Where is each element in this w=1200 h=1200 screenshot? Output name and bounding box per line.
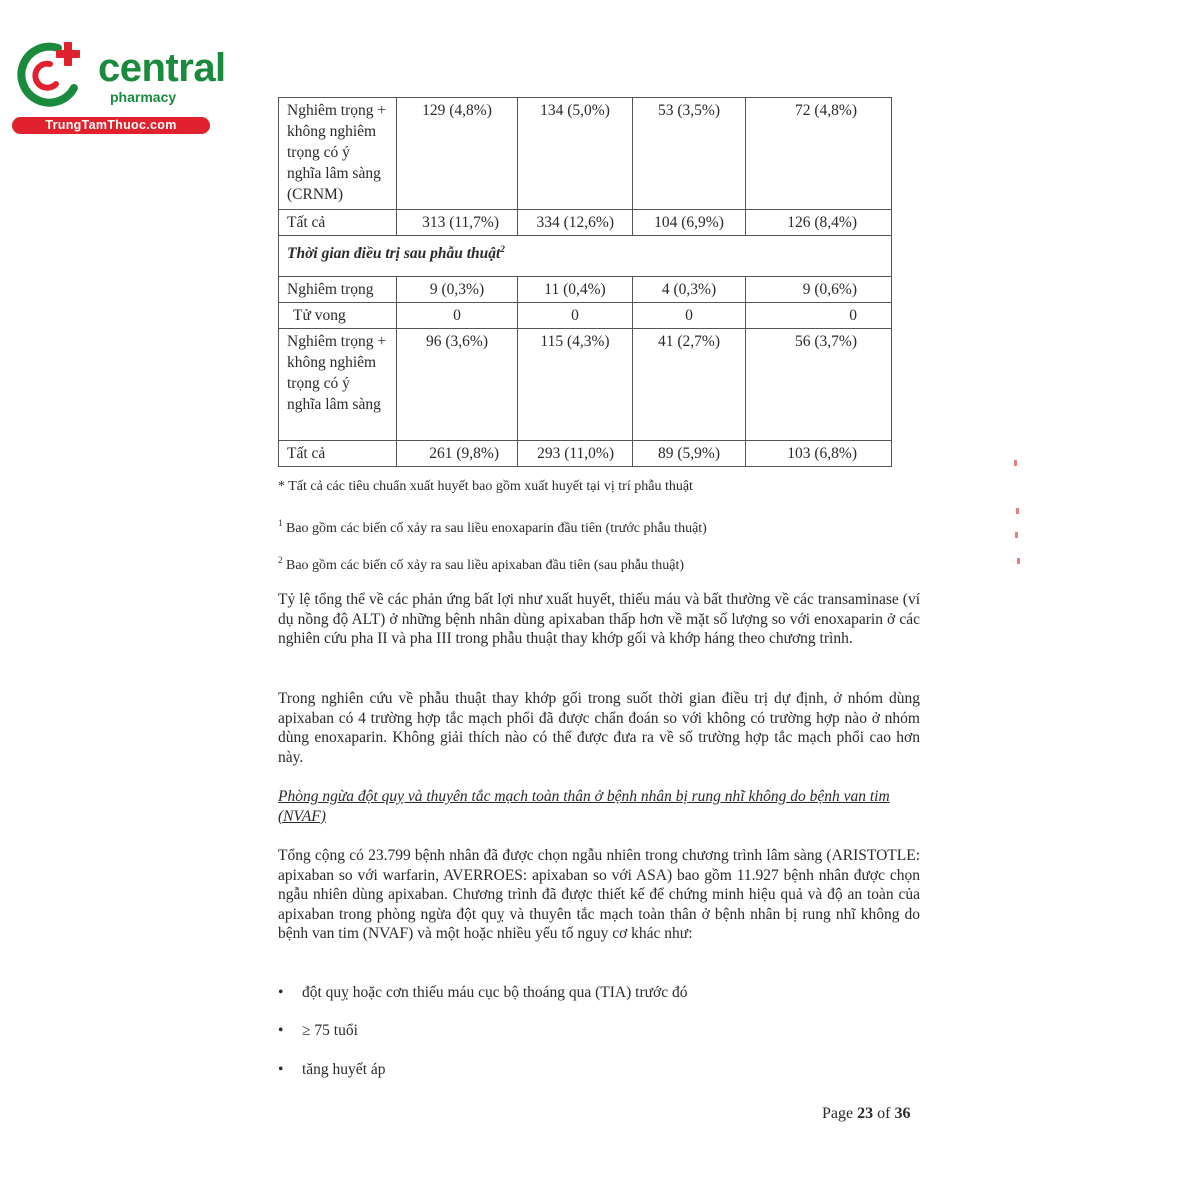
bullet-icon: •	[278, 1022, 284, 1039]
section-heading	[279, 236, 892, 277]
table-cell: 261 (9,8%)	[397, 441, 518, 467]
footnote-mark: 1	[278, 518, 283, 528]
table-cell: 56 (3,7%)	[746, 329, 892, 441]
table-cell: 129 (4,8%)	[397, 98, 518, 210]
table-cell: 313 (11,7%)	[397, 210, 518, 236]
table-cell: 9 (0,3%)	[397, 277, 518, 303]
table-row	[279, 210, 892, 236]
section-heading-nvaf: Phòng ngừa đột quỵ và thuyên tắc mạch toàn thân ở bệnh nhân bị rung nhĩ không do bệnh van tim (NVAF)	[278, 788, 890, 825]
list-item-text: ≥ 75 tuổi	[302, 1022, 358, 1039]
list-item-text: đột quỵ hoặc cơn thiếu máu cục bộ thoáng qua (TIA) trước đó	[302, 984, 688, 1001]
scan-bleed-marks	[1012, 460, 1022, 580]
page-current: 23	[857, 1105, 874, 1122]
section-superscript: 2	[500, 244, 505, 254]
table-cell: 334 (12,6%)	[518, 210, 633, 236]
central-pharmacy-logo	[12, 38, 226, 138]
table-cell: 103 (6,8%)	[746, 441, 892, 467]
table-row	[279, 329, 892, 441]
row-label: Tất cả	[279, 441, 397, 467]
table-cell: 41 (2,7%)	[633, 329, 746, 441]
bullet-icon: •	[278, 1061, 284, 1078]
bullet-icon: •	[278, 984, 284, 1001]
table-row	[279, 98, 892, 210]
row-label: Nghiêm trọng	[279, 277, 397, 303]
table-cell: 104 (6,9%)	[633, 210, 746, 236]
page-total: 36	[894, 1105, 911, 1122]
bleed-mark	[1015, 532, 1018, 538]
footnote-text: Bao gồm các biến cố xảy ra sau liều enoxaparin đầu tiên (trước phẫu thuật)	[286, 521, 707, 536]
row-label: Nghiêm trọng + không nghiêm trọng có ý nghĩa lâm sàng (CRNM)	[279, 98, 397, 210]
table-cell: 11 (0,4%)	[518, 277, 633, 303]
page-of: of	[877, 1105, 891, 1122]
table-cell: 96 (3,6%)	[397, 329, 518, 441]
bleed-mark	[1017, 558, 1020, 564]
bleed-mark	[1014, 460, 1017, 466]
logo-mark-icon	[12, 38, 96, 110]
table-row	[279, 441, 892, 467]
logo-subtitle: pharmacy	[110, 89, 177, 105]
table-cell: 293 (11,0%)	[518, 441, 633, 467]
table-cell: 89 (5,9%)	[633, 441, 746, 467]
table-section-row	[279, 236, 892, 277]
table-cell: 9 (0,6%)	[746, 277, 892, 303]
table-cell: 53 (3,5%)	[633, 98, 746, 210]
logo-site-link[interactable]: TrungTamThuoc.com	[12, 117, 210, 134]
page-number	[822, 1105, 910, 1123]
bleed-mark	[1016, 508, 1019, 514]
table-cell: 115 (4,3%)	[518, 329, 633, 441]
table-cell: 4 (0,3%)	[633, 277, 746, 303]
table-cell: 0	[518, 303, 633, 329]
list-item	[278, 1021, 358, 1041]
table-cell: 126 (8,4%)	[746, 210, 892, 236]
row-label: Nghiêm trọng + không nghiêm trọng có ý nghĩa lâm sàng	[279, 329, 397, 441]
paragraph-adverse-rates: Tỷ lệ tổng thể về các phản ứng bất lợi như xuất huyết, thiếu máu và bất thường về các transaminase (ví dụ nồng độ ALT) ở những bệnh nhân dùng apixaban thấp hơn về mặt số lượng so với enoxaparin ở các nghiên cứu pha II và pha III trong phẫu thuật thay khớp gối và khớp háng theo chương trình.	[278, 591, 920, 647]
page-prefix: Page	[822, 1105, 854, 1122]
table-cell: 0	[746, 303, 892, 329]
bleeding-events-table	[278, 97, 892, 467]
footnote-2	[278, 551, 684, 575]
footnote-1	[278, 514, 707, 538]
table-cell: 134 (5,0%)	[518, 98, 633, 210]
table-cell: 72 (4,8%)	[746, 98, 892, 210]
paragraph-embolism: Trong nghiên cứu về phẫu thuật thay khớp gối trong suốt thời gian điều trị dự định, ở nhóm dùng apixaban có 4 trường hợp tắc mạch phổi đã được chẩn đoán so với không có trường hợp nào ở nhóm dùng enoxaparin. Không giải thích nào có thể được đưa ra về số trường hợp tắc mạch phổi cao hơn này.	[278, 690, 920, 766]
paragraph-nvaf-program: Tổng cộng có 23.799 bệnh nhân đã được chọn ngẫu nhiên trong chương trình lâm sàng (ARISTOTLE: apixaban so với warfarin, AVERROES: apixaban so với ASA) bao gồm 11.927 bệnh nhân được chọn ngẫu nhiên dùng apixaban. Chương trình đã được thiết kế để chứng minh hiệu quả và độ an toàn của apixaban trong phòng ngừa đột quỵ và thuyên tắc mạch toàn thân ở bệnh nhân bị rung nhĩ không do bệnh van tim (NVAF) và một hoặc nhiều yếu tố nguy cơ khác như:	[278, 847, 920, 942]
list-item	[278, 1060, 386, 1080]
footnote-text: Bao gồm các biến cố xảy ra sau liều apixaban đầu tiên (sau phẫu thuật)	[286, 558, 685, 573]
footnote-asterisk	[278, 478, 693, 496]
table-row	[279, 277, 892, 303]
row-label: Tất cả	[279, 210, 397, 236]
section-title: Thời gian điều trị sau phẫu thuật	[287, 245, 501, 263]
footnote-mark: 2	[278, 555, 283, 565]
logo-wordmark: central	[98, 46, 226, 90]
footnote-text: * Tất cả các tiêu chuẩn xuất huyết bao gồm xuất huyết tại vị trí phẫu thuật	[278, 479, 693, 494]
table-cell: 0	[397, 303, 518, 329]
table-row	[279, 303, 892, 329]
table-cell: 0	[633, 303, 746, 329]
list-item-text: tăng huyết áp	[302, 1061, 386, 1078]
list-item	[278, 983, 688, 1003]
row-label: Tử vong	[279, 303, 397, 329]
